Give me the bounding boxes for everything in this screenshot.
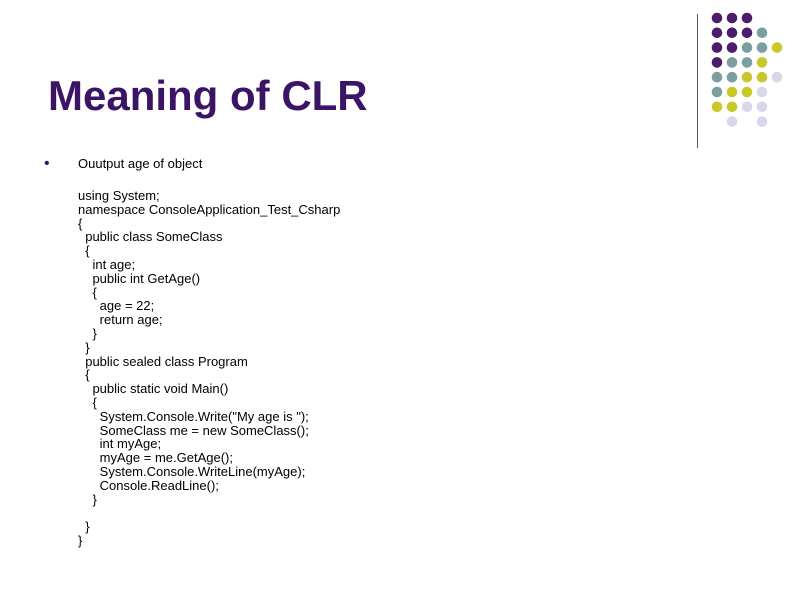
code-line: { bbox=[78, 215, 83, 231]
code-line: public class SomeClass bbox=[78, 229, 223, 245]
decorative-dot bbox=[712, 72, 723, 83]
code-line: } bbox=[78, 519, 90, 535]
decorative-dot bbox=[712, 13, 723, 24]
slide-title: Meaning of CLR bbox=[48, 72, 368, 119]
decorative-dot bbox=[727, 72, 738, 83]
code-line: namespace ConsoleApplication_Test_Csharp bbox=[78, 201, 341, 217]
code-line: int age; bbox=[78, 256, 136, 272]
decorative-dot bbox=[712, 57, 723, 68]
bullet-text: Ouutput age of object bbox=[78, 156, 203, 171]
code-line: myAge = me.GetAge(); bbox=[78, 450, 233, 466]
decorative-dot bbox=[727, 87, 738, 98]
decorative-dot bbox=[742, 28, 753, 39]
code-line: { bbox=[78, 243, 90, 259]
decorative-dot bbox=[727, 28, 738, 39]
vertical-divider bbox=[697, 14, 698, 148]
code-line: age = 22; bbox=[78, 298, 155, 314]
decorative-dot bbox=[757, 102, 768, 113]
decorative-dot bbox=[742, 42, 753, 53]
code-line: return age; bbox=[78, 312, 163, 328]
code-line: public sealed class Program bbox=[78, 353, 248, 369]
decorative-dot bbox=[757, 72, 768, 83]
code-block bbox=[78, 189, 340, 548]
code-line: using System; bbox=[78, 188, 160, 203]
code-line: SomeClass me = new SomeClass(); bbox=[78, 422, 309, 438]
decorative-dot bbox=[757, 116, 768, 127]
decorative-dot bbox=[742, 102, 753, 113]
decorative-dot bbox=[757, 42, 768, 53]
code-line: { bbox=[78, 367, 90, 383]
decorative-dot bbox=[772, 42, 783, 53]
code-line: { bbox=[78, 394, 97, 410]
code-line: public int GetAge() bbox=[78, 270, 201, 286]
bullet-item bbox=[44, 154, 644, 174]
code-line: Console.ReadLine(); bbox=[78, 477, 219, 493]
code-line: } bbox=[78, 325, 97, 341]
code-line bbox=[78, 506, 340, 520]
decorative-dot bbox=[742, 72, 753, 83]
decorative-dot bbox=[757, 57, 768, 68]
code-line: System.Console.Write("My age is "); bbox=[78, 408, 309, 424]
code-line: } bbox=[78, 339, 90, 355]
decorative-dot bbox=[742, 87, 753, 98]
decorative-dot bbox=[727, 57, 738, 68]
bullet-icon: • bbox=[44, 155, 50, 172]
code-line: System.Console.WriteLine(myAge); bbox=[78, 463, 306, 479]
decorative-dot bbox=[712, 87, 723, 98]
decorative-dot bbox=[757, 28, 768, 39]
code-line: int myAge; bbox=[78, 436, 162, 452]
code-line: } bbox=[78, 532, 83, 548]
decorative-dot bbox=[712, 28, 723, 39]
decorative-dot bbox=[742, 57, 753, 68]
decorative-dot bbox=[727, 13, 738, 24]
decorative-dot bbox=[757, 87, 768, 98]
decorative-dot bbox=[727, 102, 738, 113]
code-line: public static void Main() bbox=[78, 381, 229, 397]
decorative-dot bbox=[727, 42, 738, 53]
decorative-dot bbox=[712, 42, 723, 53]
decorative-dot bbox=[727, 116, 738, 127]
code-line: } bbox=[78, 491, 97, 507]
decorative-dot bbox=[712, 102, 723, 113]
decorative-dot bbox=[772, 72, 783, 83]
decorative-dot bbox=[742, 13, 753, 24]
code-line: { bbox=[78, 284, 97, 300]
